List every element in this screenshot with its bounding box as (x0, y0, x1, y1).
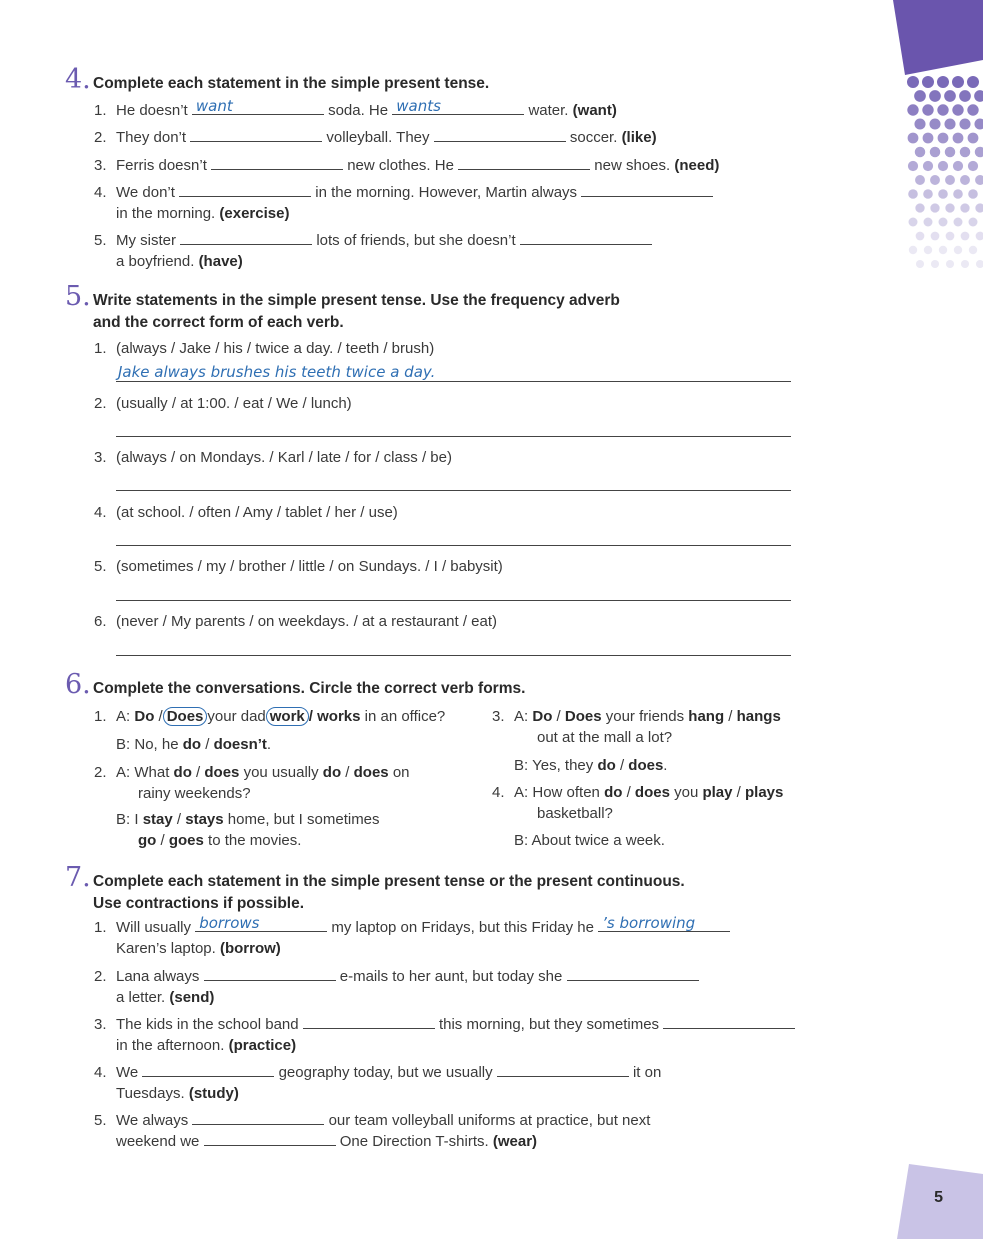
exercise-number: 7. (65, 862, 91, 893)
answer-blank[interactable] (497, 1062, 629, 1077)
decorative-dot (930, 203, 939, 212)
ex7-item-2: 2. Lana always e-mails to her aunt, but today she (94, 966, 699, 987)
handwritten-answer: Jake always brushes his teeth twice a day. (118, 363, 436, 381)
circled-answer[interactable]: Does (163, 707, 208, 726)
exercise-title: Write statements in the simple present tense. Use the frequency adverb (93, 292, 620, 309)
ex6-conv-2-a-cont: rainy weekends? (138, 785, 251, 802)
ex5-item-4: 4. (at school. / often / Amy / tablet / her / use) (94, 504, 398, 521)
answer-blank[interactable] (520, 230, 652, 245)
decorative-dot (908, 133, 919, 144)
exercise-title-cont: Use contractions if possible. (93, 895, 305, 912)
ex5-item-5: 5. (sometimes / my / brother / little / on Sundays. / I / babysit) (94, 558, 503, 575)
answer-line[interactable] (116, 436, 791, 437)
decorative-dot (915, 147, 926, 158)
decorative-dot (946, 232, 955, 241)
decorative-dot (960, 175, 970, 185)
answer-blank[interactable] (458, 155, 590, 170)
ex4-item-2: 2. They don’t volleyball. They soccer. (like) (94, 129, 657, 146)
decorative-dot (938, 161, 948, 171)
ex7-item-4-cont: Tuesdays. (study) (116, 1085, 239, 1102)
decorative-dot (931, 260, 939, 268)
ex5-item-2: 2. (usually / at 1:00. / eat / We / lunch) (94, 395, 352, 412)
ex7-item-5: 5. We always our team volleyball uniforms at practice, but next (94, 1112, 651, 1129)
answer-blank[interactable] (663, 1014, 795, 1029)
decorative-dot (954, 218, 963, 227)
ex6-conv-2-a: 2. A: What do / does you usually do / does on (94, 764, 410, 781)
decorative-dot (923, 133, 934, 144)
answer-blank[interactable] (204, 966, 336, 981)
decorative-dot (954, 246, 962, 254)
ex4-item-3: 3. Ferris doesn’t new clothes. He new shoes. (need) (94, 157, 720, 174)
decorative-dot (938, 133, 949, 144)
decorative-corner-pattern (883, 0, 983, 290)
decorative-dot (953, 189, 963, 199)
decorative-dot (968, 133, 979, 144)
answer-line[interactable] (116, 600, 791, 601)
exercise-title: Complete the conversations. Circle the correct verb forms. (93, 680, 526, 697)
decorative-dot (967, 104, 978, 115)
decorative-dot (929, 90, 941, 102)
ex6-conv-3-b: B: Yes, they do / does. (514, 757, 668, 774)
decorative-dot (953, 161, 963, 171)
decorative-dot (975, 147, 983, 158)
answer-blank[interactable] (567, 966, 699, 981)
ex6-conv-4-a: 4. A: How often do / does you play / plays (492, 784, 784, 801)
ex6-conv-1-a: 1. A: Do / Does your dad work / works in an office? (94, 708, 446, 725)
ex6-conv-3-a-cont: out at the mall a lot? (537, 729, 673, 746)
decorative-dot (960, 147, 971, 158)
answer-blank[interactable] (434, 127, 566, 142)
decorative-dot (945, 203, 954, 212)
decorative-dot (953, 133, 964, 144)
ex7-item-4: 4. We geography today, but we usually it on (94, 1064, 662, 1081)
decorative-dot (916, 232, 925, 241)
ex7-item-3: 3. The kids in the school band this morning, but they sometimes (94, 1014, 795, 1035)
answer-blank[interactable]: wants (392, 100, 524, 115)
exercise-number: 6. (65, 669, 91, 700)
answer-blank[interactable] (581, 182, 713, 197)
decorative-dot (944, 118, 955, 129)
ex4-item-5: 5. My sister lots of friends, but she doesn’t (94, 230, 652, 251)
answer-line[interactable] (116, 545, 791, 546)
decorative-dot (960, 203, 969, 212)
exercise-title-cont: and the correct form of each verb. (93, 314, 344, 331)
decorative-dot (930, 175, 940, 185)
decorative-dot (968, 189, 978, 199)
circled-answer[interactable]: work (266, 707, 309, 726)
ex6-conv-4-a-cont: basketball? (537, 805, 613, 822)
decorative-dot (952, 104, 963, 115)
decorative-dot (908, 189, 918, 199)
decorative-dot (944, 90, 956, 102)
exercise-7 (65, 862, 685, 914)
decorative-dot (937, 76, 949, 88)
decorative-dot (946, 260, 954, 268)
decorative-dot (975, 203, 983, 212)
decorative-dot (961, 232, 970, 241)
ex7-item-1: 1. Will usually borrows my laptop on Fridays, but this Friday he ’s borrowing (94, 917, 730, 938)
answer-blank[interactable]: ’s borrowing (598, 917, 730, 932)
decorative-dot (961, 260, 969, 268)
decorative-dot (915, 203, 924, 212)
exercise-5 (65, 281, 620, 333)
ex5-item-3: 3. (always / on Mondays. / Karl / late / for / class / be) (94, 449, 452, 466)
decorative-dot (952, 76, 964, 88)
decorative-dot (939, 246, 947, 254)
exercise-4 (65, 64, 489, 95)
decorative-dot (914, 118, 925, 129)
decorative-dot (929, 118, 940, 129)
decorative-dot (907, 104, 918, 115)
decorative-dot (914, 90, 926, 102)
ex6-conv-2-b-cont: go / goes to the movies. (138, 832, 302, 849)
ex7-item-1-cont: Karen’s laptop. (borrow) (116, 940, 281, 957)
ex4-item-1: 1. He doesn’t want soda. He wants water. (want) (94, 97, 617, 119)
exercise-title: Complete each statement in the simple present tense or the present continuous. (93, 873, 685, 890)
answer-blank[interactable] (303, 1014, 435, 1029)
ex4-item-5-cont: a boyfriend. (have) (116, 253, 243, 270)
answer-blank[interactable] (142, 1062, 274, 1077)
decorative-dot (974, 90, 983, 102)
decorative-dot (909, 218, 918, 227)
answer-blank[interactable] (179, 182, 311, 197)
answer-blank[interactable] (211, 155, 343, 170)
decorative-dot (937, 104, 948, 115)
ex4-item-4: 4. We don’t in the morning. However, Martin always (94, 182, 713, 203)
decorative-dot (967, 76, 979, 88)
decorative-dot (922, 76, 934, 88)
decorative-dot (975, 175, 983, 185)
ex6-conv-2-b: B: I stay / stays home, but I sometimes (116, 811, 380, 828)
decorative-dot (930, 147, 941, 158)
ex6-conv-3-a: 3. A: Do / Does your friends hang / hangs (492, 708, 781, 725)
ex7-item-2-cont: a letter. (send) (116, 989, 215, 1006)
decorative-dot (976, 232, 983, 241)
answer-blank[interactable] (190, 127, 322, 142)
decorative-dot (915, 175, 925, 185)
exercise-number: 5. (65, 281, 91, 312)
ex4-item-4-cont: in the morning. (exercise) (116, 205, 290, 222)
decorative-dot (959, 90, 971, 102)
exercise-number: 4. (65, 64, 91, 95)
decorative-dot (969, 218, 978, 227)
decorative-dot (931, 232, 940, 241)
decorative-dot (924, 246, 932, 254)
decorative-dot (909, 246, 917, 254)
ex7-item-3-cont: in the afternoon. (practice) (116, 1037, 297, 1054)
decorative-dot (974, 118, 983, 129)
decorative-dot (968, 161, 978, 171)
decorative-dot (907, 76, 919, 88)
decorative-dot (922, 104, 933, 115)
answer-blank[interactable]: borrows (195, 917, 327, 932)
page-number: 5 (934, 1189, 943, 1206)
decorative-dot (924, 218, 933, 227)
exercise-6 (65, 669, 525, 700)
decorative-dot (923, 189, 933, 199)
decorative-dot (923, 161, 933, 171)
decorative-dot (908, 161, 918, 171)
ex6-conv-1-b: B: No, he do / doesn’t. (116, 736, 272, 753)
decorative-dot (945, 147, 956, 158)
exercise-title: Complete each statement in the simple present tense. (93, 75, 490, 92)
answer-blank[interactable] (180, 230, 312, 245)
ex5-item-6: 6. (never / My parents / on weekdays. / at a restaurant / eat) (94, 613, 498, 630)
decorative-dot (916, 260, 924, 268)
decorative-dot (945, 175, 955, 185)
answer-blank[interactable] (204, 1131, 336, 1146)
decorative-dot (959, 118, 970, 129)
decorative-dot (938, 189, 948, 199)
answer-line[interactable] (116, 490, 791, 491)
answer-blank[interactable] (192, 1110, 324, 1125)
ex6-conv-4-b: B: About twice a week. (514, 832, 665, 849)
answer-blank[interactable]: want (192, 100, 324, 115)
ex7-item-5-cont: weekend we One Direction T-shirts. (wear) (116, 1133, 538, 1150)
decorative-dot (939, 218, 948, 227)
decorative-dot (976, 260, 983, 268)
ex5-item-1: 1. (always / Jake / his / twice a day. / teeth / brush) (94, 340, 435, 357)
decorative-dot (969, 246, 977, 254)
answer-line[interactable] (116, 655, 791, 656)
